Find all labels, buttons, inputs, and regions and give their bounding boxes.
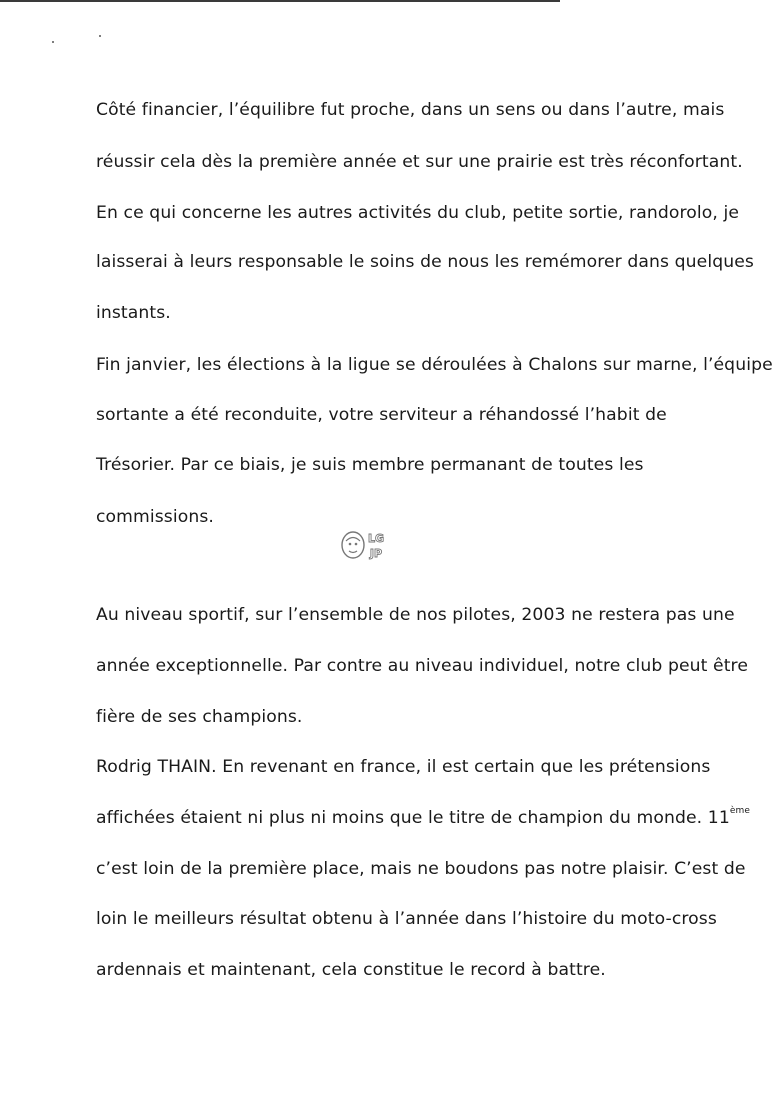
scan-speck [99, 35, 101, 37]
text-line-9: commissions. [96, 507, 214, 527]
text-line-12: fière de ses champions. [96, 707, 303, 727]
text-line-14-body: affichées étaient ni plus ni moins que le titre de champion du monde. 11 [96, 808, 730, 828]
text-line-2: réussir cela dès la première année et sur une prairie est très réconfortant. [96, 152, 743, 172]
svg-text:LG: LG [367, 532, 385, 545]
text-line-4: laisserai à leurs responsable le soins de nous les remémorer dans quelques [96, 252, 754, 272]
text-line-13: Rodrig THAIN. En revenant en france, il est certain que les prétensions [96, 757, 711, 777]
text-line-3: En ce qui concerne les autres activités du club, petite sortie, randorolo, je [96, 203, 740, 223]
top-edge-rule [0, 0, 560, 2]
text-line-8: Trésorier. Par ce biais, je suis membre permanant de toutes les [96, 455, 644, 475]
text-line-7: sortante a été reconduite, votre serviteur a réhandossé l’habit de [96, 405, 667, 425]
svg-text:JP: JP [369, 547, 383, 560]
text-line-10: Au niveau sportif, sur l’ensemble de nos pilotes, 2003 ne restera pas une [96, 605, 735, 625]
scan-speck [52, 41, 54, 43]
text-line-5: instants. [96, 303, 171, 323]
text-line-15: c’est loin de la première place, mais ne boudons pas notre plaisir. C’est de [96, 859, 746, 879]
text-line-6: Fin janvier, les élections à la ligue se déroulées à Chalons sur marne, l’équipe [96, 355, 773, 375]
lgjp-stamp-logo [340, 527, 392, 563]
text-line-16: loin le meilleurs résultat obtenu à l’année dans l’histoire du moto-cross [96, 909, 717, 929]
text-line-17: ardennais et maintenant, cela constitue le record à battre. [96, 960, 606, 980]
superscript-eme: ème [729, 806, 751, 816]
text-line-11: année exceptionnelle. Par contre au niveau individuel, notre club peut être [96, 656, 749, 676]
text-line-14 [96, 807, 750, 829]
text-line-1: Côté financier, l’équilibre fut proche, dans un sens ou dans l’autre, mais [96, 100, 725, 120]
